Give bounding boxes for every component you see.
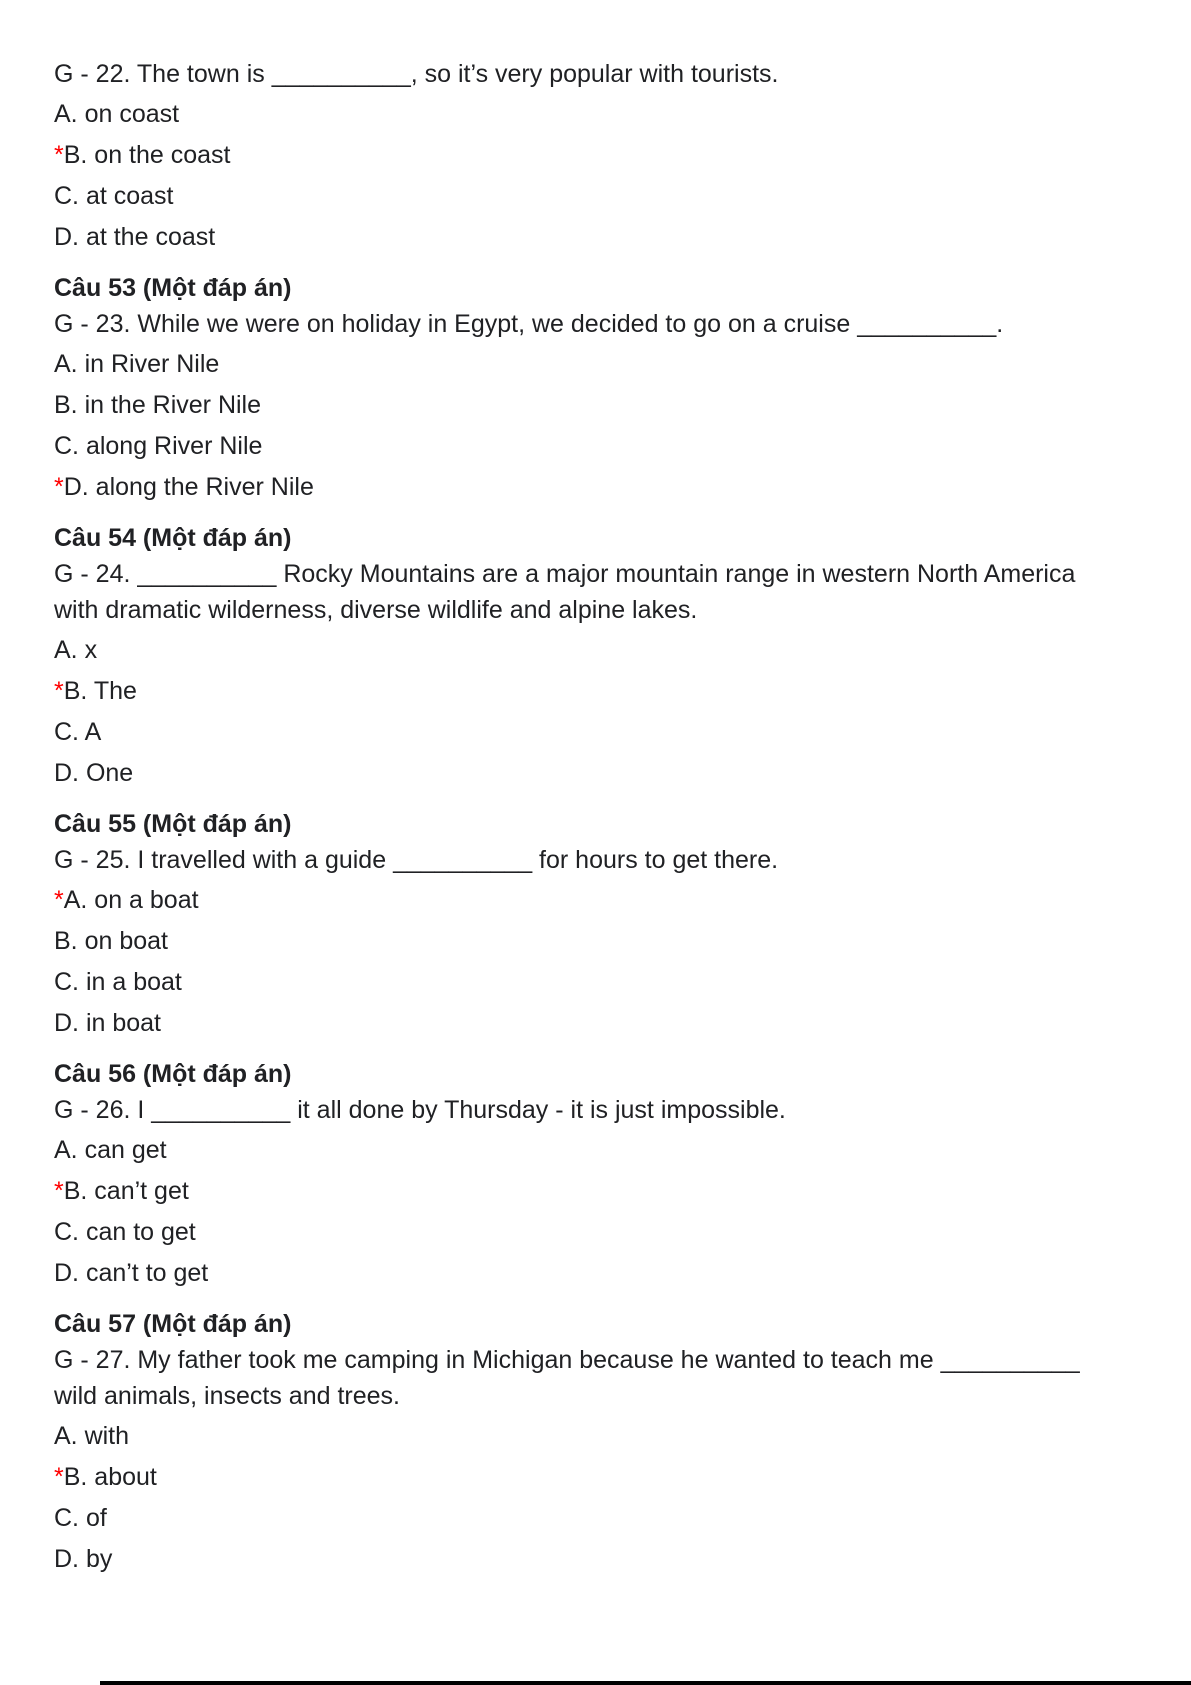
option-row [54, 1003, 1094, 1044]
question-block [54, 1056, 1094, 1294]
option-row [54, 1171, 1094, 1212]
correct-answer-star: * [54, 677, 64, 705]
quiz-content [54, 56, 1094, 1580]
question-block [54, 1306, 1094, 1580]
option-text: A. on coast [54, 100, 180, 128]
option-text: B. about [63, 1463, 157, 1491]
option-row [54, 1539, 1094, 1580]
option-row [54, 135, 1094, 176]
option-text: C. of [54, 1504, 107, 1532]
option-text: C. along River Nile [54, 432, 263, 460]
option-row [54, 671, 1094, 712]
correct-answer-star: * [54, 886, 64, 914]
option-row [54, 921, 1094, 962]
option-row [54, 217, 1094, 258]
option-row [54, 962, 1094, 1003]
option-text: D. at the coast [54, 223, 216, 251]
option-text: B. can’t get [63, 1177, 189, 1205]
option-row [54, 712, 1094, 753]
option-row [54, 344, 1094, 385]
option-text: C. in a boat [54, 968, 182, 996]
option-row [54, 467, 1094, 508]
option-row [54, 1457, 1094, 1498]
option-row [54, 1212, 1094, 1253]
option-text: A. x [54, 636, 98, 664]
question-text: G - 25. I travelled with a guide __________ for hours to get there. [54, 846, 779, 874]
option-row [54, 630, 1094, 671]
option-text: A. on a boat [63, 886, 199, 914]
correct-answer-star: * [54, 473, 64, 501]
option-text: B. The [63, 677, 137, 705]
question-block [54, 806, 1094, 1044]
question-block [54, 270, 1094, 508]
option-text: C. at coast [54, 182, 174, 210]
question-text: G - 26. I __________ it all done by Thursday - it is just impossible. [54, 1096, 786, 1124]
question-header: Câu 55 (Một đáp án) [54, 810, 292, 838]
option-text: C. can to get [54, 1218, 196, 1246]
question-text: G - 22. The town is __________, so it’s very popular with tourists. [54, 60, 779, 88]
question-block [54, 520, 1094, 794]
option-row [54, 426, 1094, 467]
option-text: C. A [54, 718, 102, 746]
option-row [54, 1498, 1094, 1539]
option-row [54, 94, 1094, 135]
option-text: B. in the River Nile [54, 391, 262, 419]
option-row [54, 753, 1094, 794]
option-row [54, 880, 1094, 921]
correct-answer-star: * [54, 141, 64, 169]
question-block [54, 56, 1094, 258]
question-header: Câu 56 (Một đáp án) [54, 1060, 292, 1088]
option-text: D. can’t to get [54, 1259, 209, 1287]
option-text: B. on the coast [63, 141, 231, 169]
question-header: Câu 57 (Một đáp án) [54, 1310, 292, 1338]
option-text: A. with [54, 1422, 130, 1450]
option-text: A. in River Nile [54, 350, 220, 378]
correct-answer-star: * [54, 1177, 64, 1205]
option-text: D. by [54, 1545, 113, 1573]
question-header: Câu 54 (Một đáp án) [54, 524, 292, 552]
option-row [54, 1253, 1094, 1294]
correct-answer-star: * [54, 1463, 64, 1491]
question-text: G - 27. My father took me camping in Michigan because he wanted to teach me __________ wild animals, insects and trees. [54, 1346, 1080, 1410]
option-text: D. along the River Nile [63, 473, 314, 501]
option-text: B. on boat [54, 927, 168, 955]
bottom-bar [100, 1681, 1191, 1685]
option-row [54, 1130, 1094, 1171]
question-text: G - 24. __________ Rocky Mountains are a major mountain range in western North America with dramatic wilderness, diverse wildlife and alpine lakes. [54, 560, 1076, 624]
option-row [54, 1416, 1094, 1457]
option-text: D. in boat [54, 1009, 162, 1037]
option-text: D. One [54, 759, 134, 787]
question-text: G - 23. While we were on holiday in Egypt, we decided to go on a cruise __________. [54, 310, 1004, 338]
option-text: A. can get [54, 1136, 167, 1164]
question-header: Câu 53 (Một đáp án) [54, 274, 292, 302]
option-row [54, 385, 1094, 426]
option-row [54, 176, 1094, 217]
